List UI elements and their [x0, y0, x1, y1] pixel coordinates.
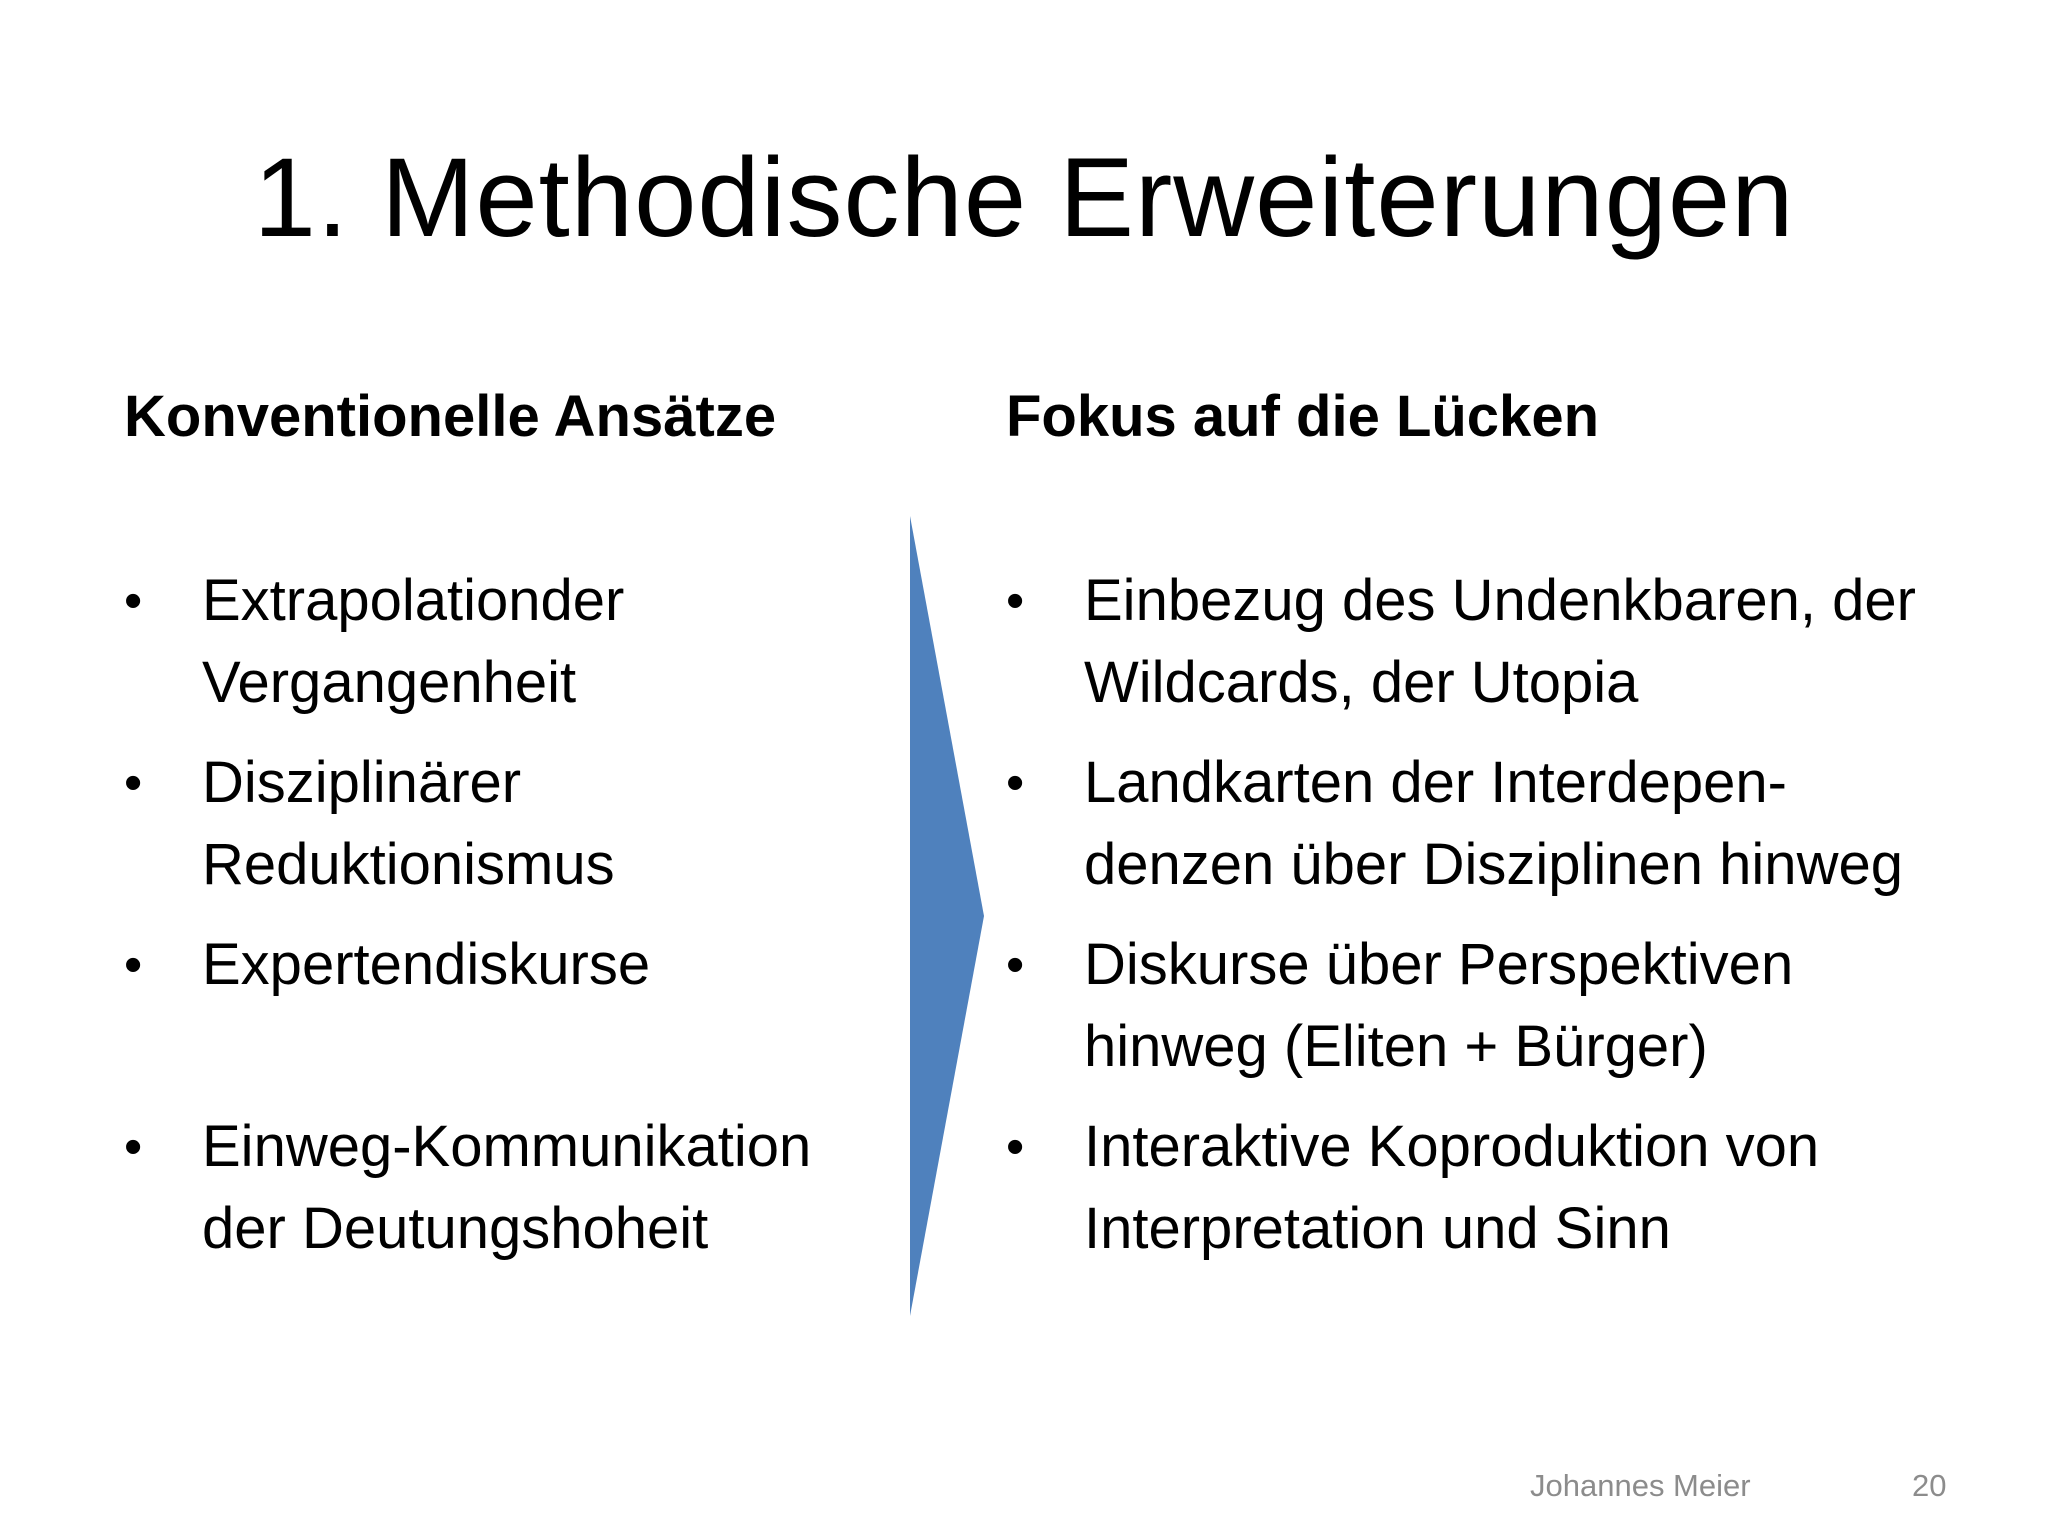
list-item	[1006, 560, 2006, 724]
item-line: Einweg-Kommunikation	[202, 1114, 812, 1179]
item-line: Interpretation und Sinn	[1084, 1196, 1671, 1261]
item-line: Vergangenheit	[202, 650, 577, 715]
bullet-icon: •	[124, 1118, 143, 1176]
list-item	[124, 560, 924, 724]
right-column-heading: Fokus auf die Lücken	[1006, 384, 1599, 449]
chevron-right-arrow-icon	[910, 516, 984, 1316]
list-item	[1006, 742, 2006, 906]
bullet-icon: •	[124, 936, 143, 994]
right-bullet-list	[1006, 560, 2006, 1288]
item-line: der Deutungshoheit	[202, 1196, 709, 1261]
list-item	[1006, 924, 2006, 1088]
bullet-icon: •	[1006, 936, 1025, 994]
slide-title: 1. Methodische Erweiterungen	[253, 135, 1795, 260]
bullet-icon: •	[124, 572, 143, 630]
list-item	[1006, 1106, 2006, 1270]
bullet-icon: •	[1006, 572, 1025, 630]
item-line: Extrapolationder	[202, 568, 625, 633]
item-line: denzen über Disziplinen hinweg	[1084, 832, 1903, 897]
page-number: 20	[1912, 1468, 1947, 1503]
bullet-icon: •	[1006, 754, 1025, 812]
item-line: Wildcards, der Utopia	[1084, 650, 1639, 715]
item-line: Disziplinärer	[202, 750, 522, 815]
item-line: Interaktive Koproduktion von	[1084, 1114, 1820, 1179]
bullet-icon: •	[1006, 1118, 1025, 1176]
left-bullet-list	[124, 560, 924, 1288]
list-item	[124, 1106, 924, 1270]
arrow-shape	[910, 516, 984, 1316]
list-item	[124, 924, 924, 1006]
item-line: Einbezug des Undenkbaren, der	[1084, 568, 1916, 633]
item-line: Reduktionismus	[202, 832, 615, 897]
bullet-icon: •	[124, 754, 143, 812]
list-item	[124, 742, 924, 906]
footer-author: Johannes Meier	[1530, 1468, 1751, 1503]
item-line: Expertendiskurse	[202, 932, 651, 997]
left-column-heading: Konventionelle Ansätze	[124, 384, 777, 449]
item-line: hinweg (Eliten + Bürger)	[1084, 1014, 1708, 1079]
item-line: Landkarten der Interdepen-	[1084, 750, 1787, 815]
item-line: Diskurse über Perspektiven	[1084, 932, 1794, 997]
